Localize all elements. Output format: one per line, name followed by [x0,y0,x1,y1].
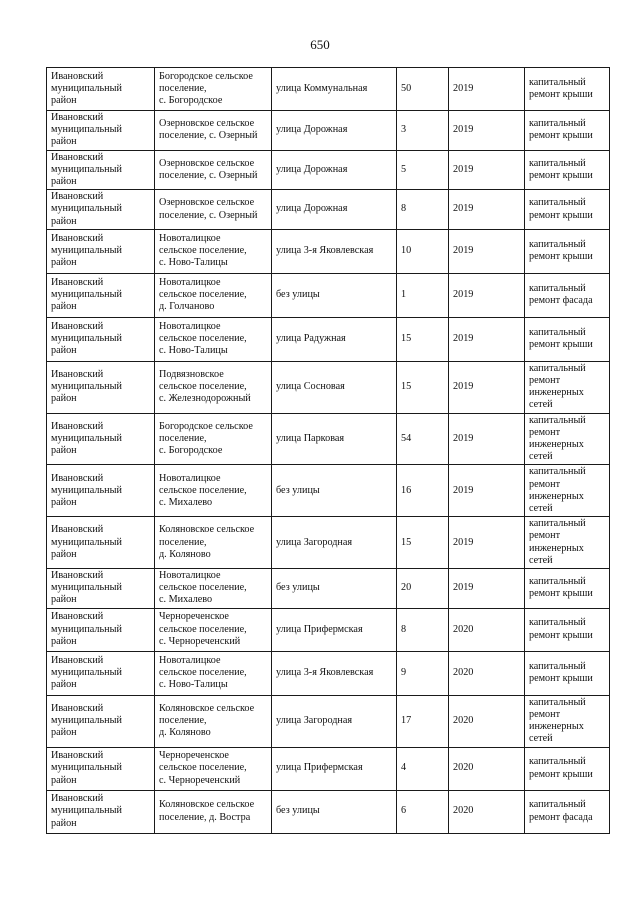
settlement-cell-line: сельское поселение, [159,623,247,635]
work-type-cell-line: капитальный [529,197,586,209]
work-type-cell [525,413,610,465]
street-cell: улица Сосновая [272,361,397,413]
district-cell-line: муниципальный [51,714,122,726]
settlement-cell-line: с. Железнодорожный [159,393,251,405]
work-type-cell-line: сетей [529,733,553,745]
district-cell-line: район [51,176,77,188]
settlement-cell-line: с. Ново-Талицы [159,679,228,691]
settlement-cell-line: с. Чернореченский [159,774,241,786]
house-number-cell: 15 [397,361,449,413]
settlement-cell-line: с. Чернореченский [159,635,241,647]
work-type-cell-line: капитальный [529,327,586,339]
street-cell: улица Дорожная [272,190,397,230]
work-type-cell [525,608,610,651]
settlement-cell [155,790,272,833]
district-cell [47,68,155,111]
table-row [47,569,610,609]
street-cell: улица Дорожная [272,111,397,151]
district-cell [47,569,155,609]
work-type-cell [525,465,610,517]
year-cell: 2020 [449,608,525,651]
work-type-cell-line: ремонт крыши [529,673,593,685]
district-cell-line: муниципальный [51,582,122,594]
settlement-cell-line: сельское поселение, [159,582,247,594]
work-type-cell-line: инженерных [529,542,584,554]
settlement-cell-line: Коляновское сельское [159,524,255,536]
work-type-cell-line: ремонт фасада [529,811,593,823]
house-number-cell: 3 [397,111,449,151]
table-row [47,790,610,833]
table-row [47,273,610,317]
district-cell [47,190,155,230]
table-row [47,150,610,190]
settlement-cell-line: Новоталицкое [159,570,221,582]
year-cell: 2020 [449,651,525,695]
street-cell: улица Загородная [272,517,397,569]
year-cell: 2019 [449,517,525,569]
table-body [47,68,610,834]
work-type-cell-line: капитальный [529,576,586,588]
settlement-cell-line: Богородское сельское [159,420,253,432]
district-cell-line: муниципальный [51,245,122,257]
house-number-cell: 8 [397,608,449,651]
house-number-cell: 50 [397,68,449,111]
work-type-cell [525,569,610,609]
work-type-cell-line: инженерных [529,387,584,399]
work-type-cell-line: ремонт [529,530,561,542]
settlement-cell-line: д. Коляново [159,727,211,739]
settlement-cell-line: Новоталицкое [159,472,221,484]
settlement-cell [155,747,272,790]
house-number-cell: 15 [397,317,449,361]
table-row [47,361,610,413]
table-row [47,317,610,361]
district-cell-line: район [51,774,77,786]
settlement-cell [155,111,272,151]
settlement-cell-line: сельское поселение, [159,484,247,496]
settlement-cell [155,317,272,361]
street-cell: улица Прифермская [272,608,397,651]
settlement-cell-line: Коляновское сельское [159,702,255,714]
district-cell-line: район [51,301,77,313]
settlement-cell-line: с. Богородское [159,95,223,107]
table-row [47,747,610,790]
settlement-cell-line: поселение, [159,82,207,94]
district-cell-line: муниципальный [51,163,122,175]
settlement-cell [155,190,272,230]
year-cell: 2019 [449,413,525,465]
work-type-cell-line: инженерных [529,490,584,502]
house-number-cell: 17 [397,695,449,747]
street-cell: улица Коммунальная [272,68,397,111]
table-row [47,651,610,695]
settlement-cell [155,413,272,465]
work-type-cell-line: сетей [529,503,553,515]
work-type-cell-line: ремонт крыши [529,588,593,600]
district-cell-line: район [51,817,77,829]
district-cell-line: Ивановский [51,368,104,380]
year-cell: 2019 [449,190,525,230]
settlement-cell-line: сельское поселение, [159,289,247,301]
street-cell: без улицы [272,465,397,517]
table-row [47,111,610,151]
table-row [47,695,610,747]
district-cell-line: район [51,594,77,606]
settlement-cell [155,465,272,517]
house-number-cell: 16 [397,465,449,517]
house-number-cell: 20 [397,569,449,609]
settlement-cell-line: сельское поселение, [159,245,247,257]
district-cell [47,651,155,695]
settlement-cell-line: с. Богородское [159,445,223,457]
year-cell: 2020 [449,747,525,790]
district-cell-line: Ивановский [51,70,104,82]
work-type-cell-line: ремонт [529,708,561,720]
house-number-cell: 5 [397,150,449,190]
district-cell-line: муниципальный [51,623,122,635]
settlement-cell-line: Озерновское сельское [159,118,255,130]
work-type-cell-line: капитальный [529,696,586,708]
district-cell-line: район [51,257,77,269]
year-cell: 2019 [449,229,525,273]
house-number-cell: 9 [397,651,449,695]
settlement-cell [155,229,272,273]
work-type-cell-line: сетей [529,554,553,566]
district-cell-line: район [51,136,77,148]
table-row [47,68,610,111]
settlement-cell-line: Новоталицкое [159,277,221,289]
settlement-cell-line: поселение, с. Озерный [159,169,258,181]
district-cell [47,695,155,747]
district-cell-line: Ивановский [51,233,104,245]
table-row [47,608,610,651]
year-cell: 2019 [449,465,525,517]
work-type-cell-line: ремонт крыши [529,89,593,100]
district-cell-line: Ивановский [51,277,104,289]
repair-registry-table [46,67,610,834]
district-cell-line: муниципальный [51,667,122,679]
house-number-cell: 10 [397,229,449,273]
street-cell: улица Дорожная [272,150,397,190]
house-number-cell: 8 [397,190,449,230]
street-cell: улица Парковая [272,413,397,465]
work-type-cell-line: капитальный [529,157,586,169]
table-row [47,465,610,517]
house-number-cell: 15 [397,517,449,569]
settlement-cell-line: Чернореченское [159,750,229,762]
work-type-cell-line: капитальный [529,799,586,811]
district-cell-line: Ивановский [51,750,104,762]
work-type-cell-line: капитальный [529,518,586,530]
year-cell: 2020 [449,790,525,833]
work-type-cell-line: ремонт фасада [529,295,593,307]
district-cell-line: муниципальный [51,203,122,215]
house-number-cell: 1 [397,273,449,317]
district-cell-line: район [51,95,77,107]
district-cell-line: муниципальный [51,381,122,393]
street-cell: улица Загородная [272,695,397,747]
settlement-cell-line: поселение, [159,432,207,444]
district-cell-line: Ивановский [51,702,104,714]
year-cell: 2019 [449,361,525,413]
work-type-cell-line: капитальный [529,617,586,629]
work-type-cell-line: сетей [529,399,553,411]
district-cell-line: район [51,496,77,508]
district-cell-line: муниципальный [51,805,122,817]
settlement-cell-line: Подвязновское [159,368,224,380]
year-cell: 2019 [449,150,525,190]
district-cell-line: район [51,635,77,647]
district-cell [47,111,155,151]
settlement-cell-line: поселение, с. Озерный [159,130,258,142]
district-cell-line: Ивановский [51,472,104,484]
settlement-cell-line: Чернореченское [159,611,229,623]
work-type-cell [525,229,610,273]
district-cell-line: район [51,679,77,691]
district-cell-line: Ивановский [51,524,104,536]
district-cell-line: Ивановский [51,611,104,623]
district-cell-line: Ивановский [51,570,104,582]
settlement-cell-line: Озерновское сельское [159,197,255,209]
table-row [47,517,610,569]
settlement-cell-line: Коляновское сельское [159,799,255,811]
district-cell-line: район [51,548,77,560]
settlement-cell [155,569,272,609]
settlement-cell-line: с. Михалево [159,594,213,606]
settlement-cell-line: Богородское сельское [159,70,253,82]
district-cell-line: муниципальный [51,432,122,444]
work-type-cell [525,517,610,569]
district-cell-line: Ивановский [51,191,104,203]
settlement-cell-line: Озерновское сельское [159,157,255,169]
work-type-cell-line: капитальный [529,76,586,88]
settlement-cell-line: поселение, с. Озерный [159,209,258,221]
year-cell: 2019 [449,111,525,151]
work-type-cell-line: ремонт крыши [529,130,593,142]
street-cell: улица Радужная [272,317,397,361]
work-type-cell-line: капитальный [529,118,586,130]
street-cell: улица 3-я Яковлевская [272,651,397,695]
year-cell: 2019 [449,569,525,609]
work-type-cell-line: инженерных [529,439,584,451]
district-cell-line: район [51,727,77,739]
settlement-cell-line: поселение, д. Востра [159,811,251,823]
district-cell-line: муниципальный [51,333,122,345]
settlement-cell-line: поселение, [159,714,207,726]
settlement-cell-line: сельское поселение, [159,381,247,393]
work-type-cell [525,790,610,833]
settlement-cell-line: сельское поселение, [159,762,247,774]
settlement-cell-line: сельское поселение, [159,667,247,679]
settlement-cell-line: с. Ново-Талицы [159,345,228,357]
district-cell [47,361,155,413]
district-cell-line: район [51,215,77,227]
work-type-cell [525,317,610,361]
district-cell-line: муниципальный [51,124,122,136]
district-cell-line: Ивановский [51,112,104,123]
district-cell [47,317,155,361]
street-cell: улица Прифермская [272,747,397,790]
settlement-cell-line: поселение, [159,536,207,548]
settlement-cell [155,361,272,413]
work-type-cell [525,190,610,230]
settlement-cell [155,150,272,190]
work-type-cell [525,111,610,151]
work-type-cell-line: ремонт крыши [529,169,593,181]
house-number-cell: 54 [397,413,449,465]
work-type-cell [525,747,610,790]
work-type-cell-line: сетей [529,451,553,463]
district-cell [47,790,155,833]
street-cell: без улицы [272,569,397,609]
work-type-cell-line: ремонт [529,478,561,490]
district-cell [47,517,155,569]
district-cell [47,608,155,651]
street-cell: без улицы [272,790,397,833]
work-type-cell-line: ремонт крыши [529,768,593,780]
street-cell: без улицы [272,273,397,317]
street-cell: улица 3-я Яковлевская [272,229,397,273]
district-cell-line: Ивановский [51,793,104,805]
table-row [47,413,610,465]
district-cell [47,413,155,465]
district-cell-line: муниципальный [51,82,122,94]
district-cell [47,747,155,790]
settlement-cell [155,695,272,747]
settlement-cell-line: д. Голчаново [159,301,215,313]
district-cell [47,229,155,273]
settlement-cell [155,651,272,695]
year-cell: 2019 [449,273,525,317]
house-number-cell: 6 [397,790,449,833]
work-type-cell [525,150,610,190]
work-type-cell-line: капитальный [529,660,586,672]
district-cell-line: Ивановский [51,151,104,163]
work-type-cell-line: ремонт крыши [529,339,593,351]
district-cell-line: район [51,393,77,405]
work-type-cell-line: капитальный [529,283,586,295]
district-cell-line: муниципальный [51,484,122,496]
page-number: 650 [310,37,330,52]
work-type-cell-line: капитальный [529,756,586,768]
settlement-cell [155,273,272,317]
work-type-cell-line: капитальный [529,414,586,426]
district-cell [47,150,155,190]
work-type-cell-line: ремонт крыши [529,251,593,263]
district-cell-line: Ивановский [51,654,104,666]
work-type-cell-line: капитальный [529,466,586,478]
house-number-cell: 4 [397,747,449,790]
table-row [47,190,610,230]
work-type-cell [525,68,610,111]
table-row [47,229,610,273]
work-type-cell [525,361,610,413]
work-type-cell [525,695,610,747]
settlement-cell-line: Новоталицкое [159,233,221,245]
district-cell-line: район [51,445,77,457]
work-type-cell-line: капитальный [529,239,586,251]
district-cell [47,465,155,517]
settlement-cell-line: Новоталицкое [159,654,221,666]
work-type-cell-line: ремонт [529,426,561,438]
settlement-cell-line: с. Михалево [159,496,213,508]
settlement-cell-line: Новоталицкое [159,321,221,333]
year-cell: 2019 [449,68,525,111]
settlement-cell-line: д. Коляново [159,548,211,560]
work-type-cell-line: ремонт [529,375,561,387]
work-type-cell [525,651,610,695]
settlement-cell-line: с. Ново-Талицы [159,257,228,269]
district-cell-line: муниципальный [51,536,122,548]
district-cell-line: Ивановский [51,321,104,333]
settlement-cell [155,608,272,651]
settlement-cell [155,517,272,569]
work-type-cell [525,273,610,317]
district-cell [47,273,155,317]
settlement-cell-line: сельское поселение, [159,333,247,345]
work-type-cell-line: капитальный [529,362,586,374]
district-cell-line: Ивановский [51,420,104,432]
year-cell: 2019 [449,317,525,361]
district-cell-line: муниципальный [51,289,122,301]
work-type-cell-line: инженерных [529,721,584,733]
district-cell-line: муниципальный [51,762,122,774]
work-type-cell-line: ремонт крыши [529,629,593,641]
year-cell: 2020 [449,695,525,747]
district-cell-line: район [51,345,77,357]
work-type-cell-line: ремонт крыши [529,209,593,221]
settlement-cell [155,68,272,111]
